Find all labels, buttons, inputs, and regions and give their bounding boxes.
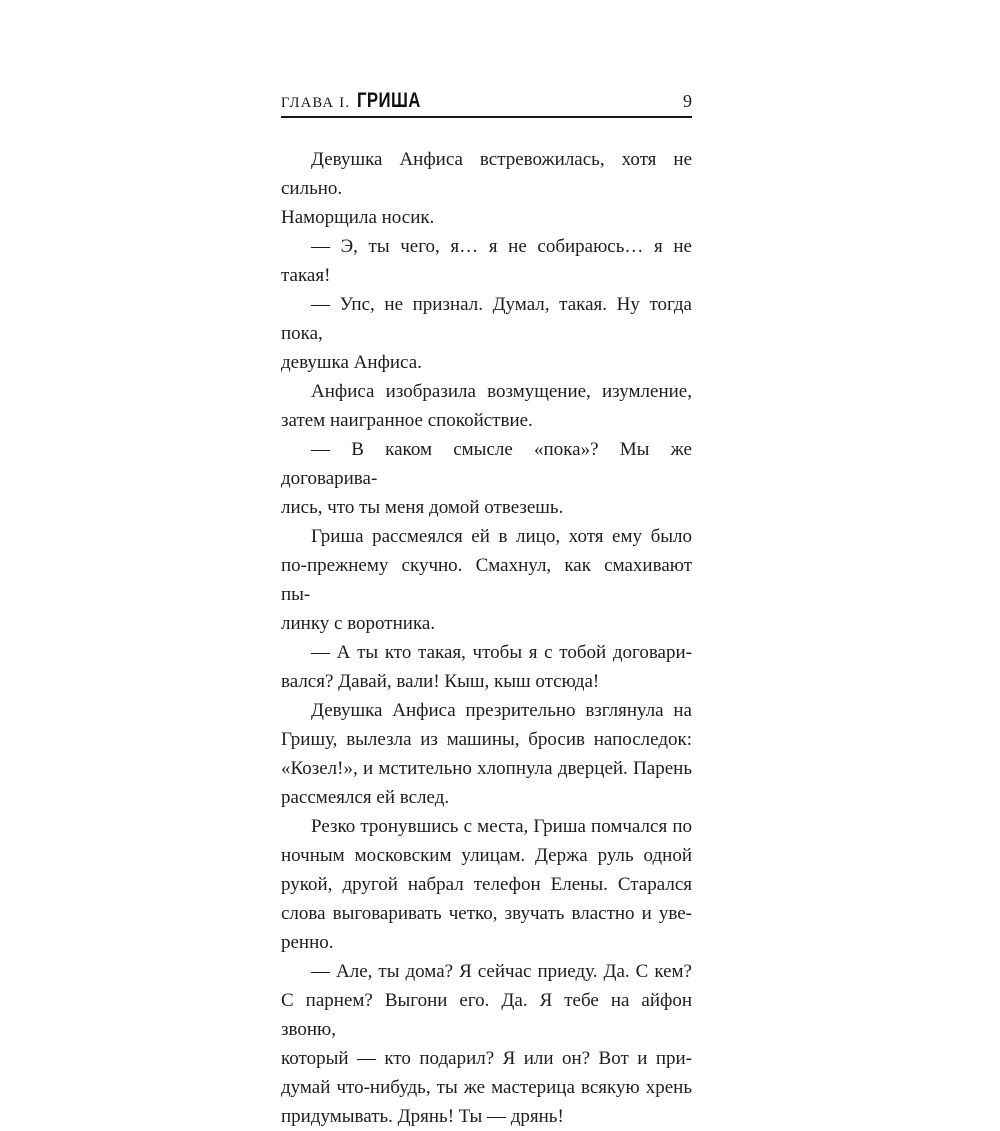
page-number: 9: [683, 91, 692, 111]
text-line: рукой, другой набрал телефон Елены. Старался: [281, 874, 692, 895]
text-line: Гришу, вылезла из машины, бросив напоследок:: [281, 729, 692, 750]
text-line: вался? Давай, вали! Кыш, кыш отсюда!: [281, 671, 600, 692]
page-body: [281, 145, 692, 1131]
chapter-title: ГРИША: [357, 89, 422, 112]
text-line: Наморщила носик.: [281, 207, 435, 228]
text-line: придумывать. Дрянь! Ты — дрянь!: [281, 1106, 564, 1127]
text-line: линку с воротника.: [281, 613, 436, 634]
text-block: [281, 89, 692, 1131]
text-line: который — кто подарил? Я или он? Вот и при-: [281, 1048, 692, 1069]
text-line: — Э, ты чего, я… я не собираюсь… я не такая!: [281, 236, 692, 286]
chapter-heading: [281, 89, 437, 113]
text-line: «Козел!», и мстительно хлопнула дверцей. Парень: [281, 758, 692, 779]
text-line: ночным московским улицам. Держа руль одной: [281, 845, 692, 866]
text-line: — В каком смысле «пока»? Мы же договарива-: [281, 439, 692, 489]
text-line: ренно.: [281, 932, 334, 953]
text-line: Девушка Анфиса презрительно взглянула на: [311, 700, 692, 721]
running-header: [281, 89, 692, 110]
text-line: — Але, ты дома? Я сейчас приеду. Да. С кем?: [311, 961, 692, 982]
header-rule: [281, 116, 692, 118]
text-line: слова выговаривать четко, звучать властно и уве-: [281, 903, 692, 924]
text-line: рассмеялся ей вслед.: [281, 787, 450, 808]
text-line: — Упс, не признал. Думал, такая. Ну тогда пока,: [281, 294, 692, 344]
text-line: Гриша рассмеялся ей в лицо, хотя ему было: [311, 526, 692, 547]
text-line: Резко тронувшись с места, Гриша помчался по: [311, 816, 692, 837]
text-line: по-прежнему скучно. Смахнул, как смахивают пы-: [281, 555, 692, 605]
chapter-label: ГЛАВА I.: [281, 95, 351, 111]
text-line: девушка Анфиса.: [281, 352, 422, 373]
text-line: С парнем? Выгони его. Да. Я тебе на айфон звоню,: [281, 990, 692, 1040]
text-line: лись, что ты меня домой отвезешь.: [281, 497, 564, 518]
text-line: думай что-нибудь, ты же мастерица всякую хрень: [281, 1077, 692, 1098]
text-line: Анфиса изобразила возмущение, изумление,: [311, 381, 692, 402]
text-line: — А ты кто такая, чтобы я с тобой договари-: [311, 642, 692, 663]
text-line: Девушка Анфиса встревожилась, хотя не сильно.: [281, 149, 692, 199]
text-line: затем наигранное спокойствие.: [281, 410, 533, 431]
